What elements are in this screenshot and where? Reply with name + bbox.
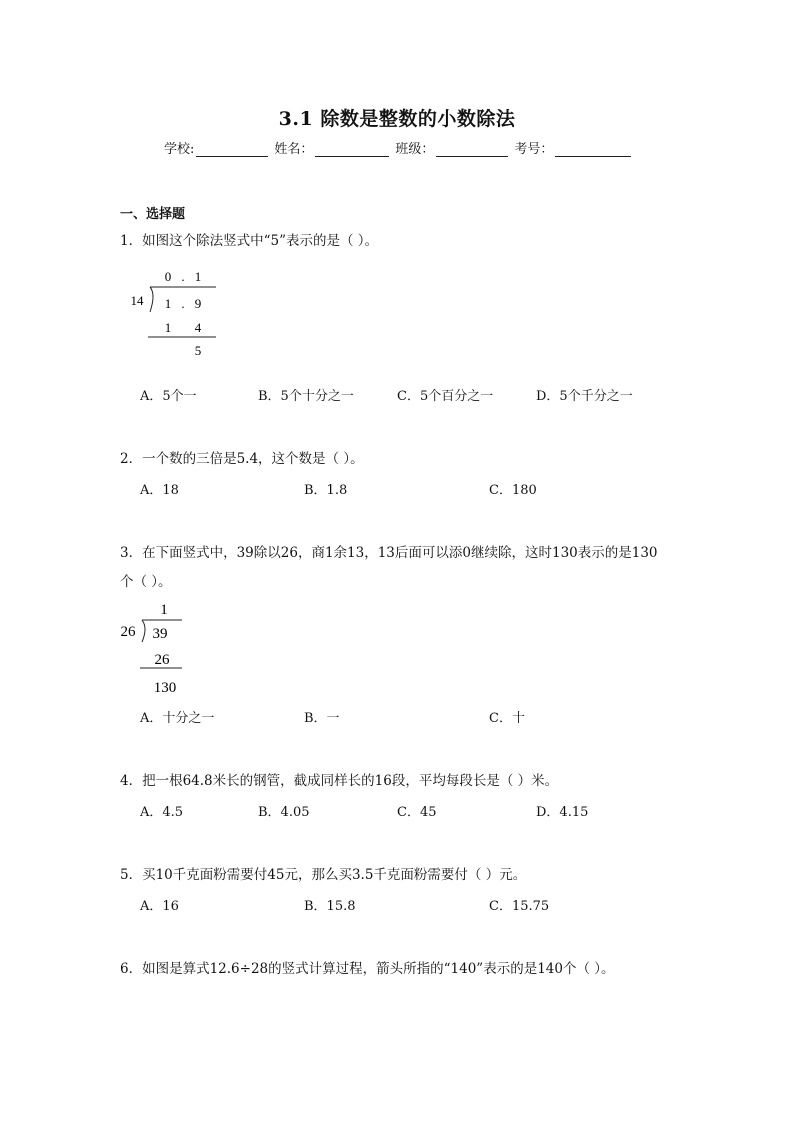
section-heading: 一、选择题 <box>120 207 186 222</box>
exam-no-blank[interactable] <box>555 142 631 157</box>
q4-option-c[interactable]: C．45 <box>397 805 437 820</box>
q3-dividend: 39 <box>152 626 168 642</box>
school-blank[interactable] <box>196 142 268 157</box>
question-1-text: 1．如图这个除法竖式中“5”表示的是（ ）。 <box>120 233 379 249</box>
q3-division-bracket <box>142 620 145 642</box>
q5-option-a[interactable]: A．16 <box>140 899 179 914</box>
q1-dividend-digit: 1 <box>164 296 172 311</box>
q1-divisor: 14 <box>130 293 144 308</box>
q4-option-d[interactable]: D．4.15 <box>536 805 589 820</box>
q3-long-division <box>116 596 206 698</box>
q3-product: 26 <box>154 652 170 668</box>
class-label: 班级： <box>395 142 435 157</box>
q1-option-a[interactable]: A．5个一 <box>140 389 197 404</box>
q2-option-a[interactable]: A．18 <box>140 483 179 498</box>
q1-division-bracket <box>150 287 153 312</box>
q1-product-digit: 4 <box>194 320 202 335</box>
q2-option-b[interactable]: B．1.8 <box>304 483 348 498</box>
page-title: 3.1 除数是整数的小数除法 <box>278 108 516 130</box>
q4-option-a[interactable]: A．4.5 <box>140 805 184 820</box>
question-6-text: 6．如图是算式12.6÷28的竖式计算过程，箭头所指的“140”表示的是140个（ ）。 <box>120 961 615 977</box>
question-4-text: 4．把一根64.8米长的钢管，截成同样长的16段，平均每段长是（ ）米。 <box>120 773 559 789</box>
student-info <box>164 138 637 157</box>
question-3-text-line-1: 3．在下面竖式中，39除以26，商1余13，13后面可以添0继续除，这时130表示的是130 <box>120 545 658 561</box>
question-5-text: 5．买10千克面粉需要付45元，那么买3.5千克面粉需要付（ ）元。 <box>120 867 527 883</box>
name-label: 姓名： <box>274 142 314 157</box>
q1-option-d[interactable]: D．5个千分之一 <box>536 389 633 404</box>
name-blank[interactable] <box>315 142 389 157</box>
q1-dividend-point: . <box>181 296 185 311</box>
school-label: 学校: <box>164 142 195 157</box>
q5-option-c[interactable]: C．15.75 <box>489 899 550 914</box>
q1-quotient-point: . <box>181 269 185 284</box>
q2-option-c[interactable]: C．180 <box>489 483 537 498</box>
q1-quotient-digit: 0 <box>164 269 172 284</box>
q1-remainder: 5 <box>194 343 202 358</box>
q1-product-digit: 1 <box>164 320 172 335</box>
q4-option-b[interactable]: B．4.05 <box>258 805 310 820</box>
q1-option-b[interactable]: B．5个十分之一 <box>258 389 354 404</box>
q1-dividend-digit: 9 <box>194 296 202 311</box>
exam-no-label: 考号： <box>514 142 554 157</box>
q3-option-c[interactable]: C．十 <box>489 711 525 726</box>
class-blank[interactable] <box>436 142 508 157</box>
question-2-text: 2．一个数的三倍是5.4，这个数是（ ）。 <box>120 451 364 467</box>
q3-option-a[interactable]: A．十分之一 <box>140 711 215 726</box>
q5-option-b[interactable]: B．15.8 <box>304 899 356 914</box>
q3-remainder: 130 <box>153 680 177 696</box>
q1-long-division <box>120 262 230 362</box>
q1-quotient-digit: 1 <box>194 269 202 284</box>
q3-divisor: 26 <box>120 624 136 640</box>
q3-quotient: 1 <box>160 602 168 618</box>
question-3-text-line-2: 个（ ）。 <box>120 574 172 590</box>
q1-option-c[interactable]: C．5个百分之一 <box>397 389 494 404</box>
q3-option-b[interactable]: B．一 <box>304 711 340 726</box>
